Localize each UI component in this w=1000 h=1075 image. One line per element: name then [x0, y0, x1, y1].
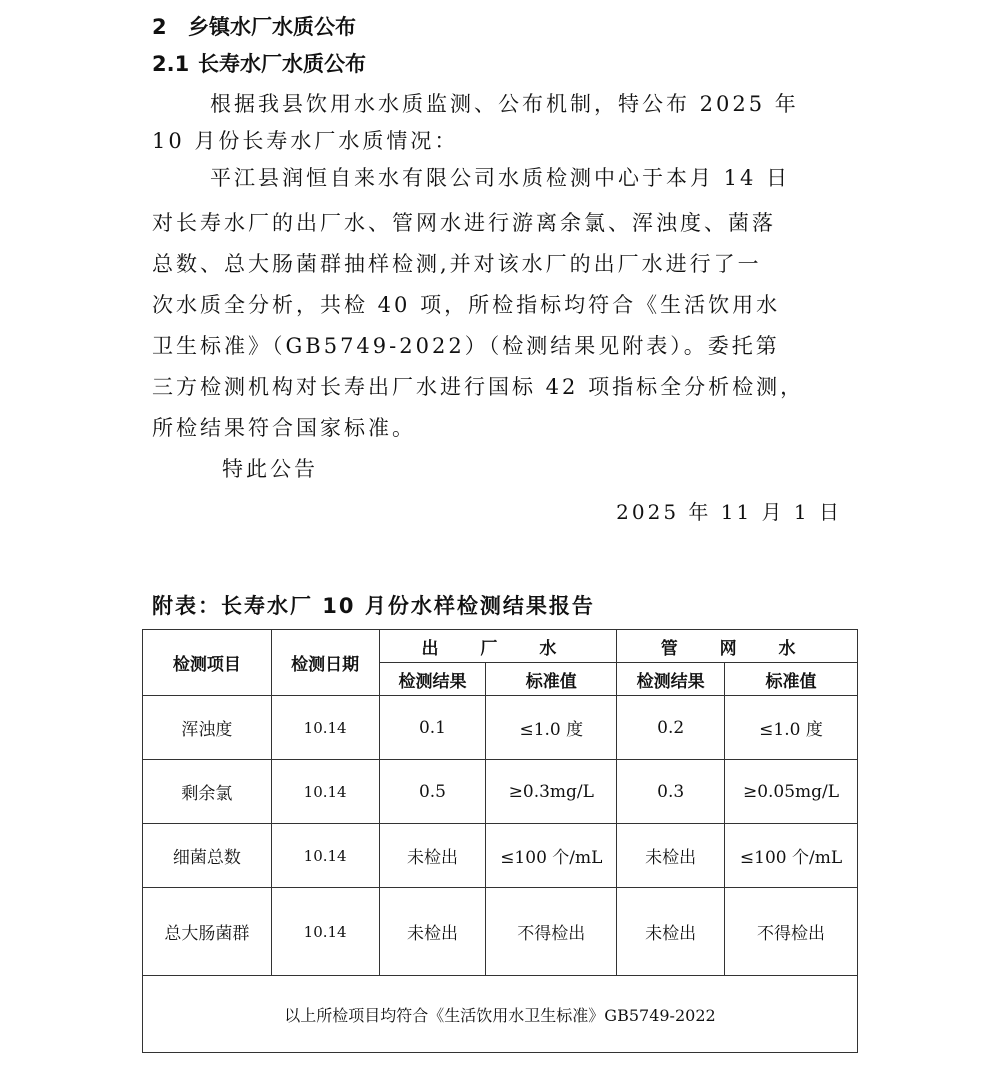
table-note: 以上所检项目均符合《生活饮用水卫生标准》GB5749-2022	[143, 976, 858, 1053]
section-heading	[152, 11, 356, 41]
section-title: 乡镇水厂水质公布	[188, 15, 356, 39]
cell-item: 总大肠菌群	[143, 888, 272, 976]
paragraph-line: 根据我县饮用水水质监测、公布机制，特公布 2025 年	[210, 92, 799, 116]
cell-outlet-standard: ≤1.0 度	[486, 696, 617, 760]
cell-outlet-result: 0.5	[379, 760, 486, 824]
cell-outlet-standard: ≤100 个/mL	[486, 824, 617, 888]
subsection-heading	[152, 48, 366, 78]
cell-item: 剩余氯	[143, 760, 272, 824]
cell-network-result: 未检出	[617, 888, 725, 976]
table-row	[143, 696, 858, 760]
header-result: 检测结果	[617, 663, 725, 696]
cell-network-standard: ≤100 个/mL	[725, 824, 858, 888]
header-standard: 标准值	[486, 663, 617, 696]
header-date: 检测日期	[271, 630, 379, 696]
subsection-number: 2.1	[152, 52, 190, 76]
cell-date: 10.14	[271, 824, 379, 888]
results-table	[142, 629, 858, 1053]
cell-outlet-standard: ≥0.3mg/L	[486, 760, 617, 824]
closing-text: 特此公告	[222, 457, 318, 481]
header-outlet-water: 出 厂 水	[379, 630, 617, 663]
cell-network-result: 0.2	[617, 696, 725, 760]
cell-outlet-result: 未检出	[379, 888, 486, 976]
header-standard: 标准值	[725, 663, 858, 696]
paragraph-line: 卫生标准》（GB5749-2022）（检测结果见附表）。委托第	[152, 334, 780, 358]
paragraph-line: 10 月份长寿水厂水质情况：	[152, 129, 459, 153]
paragraph-line: 对长寿水厂的出厂水、管网水进行游离余氯、浑浊度、菌落	[152, 211, 776, 235]
subsection-title: 长寿水厂水质公布	[198, 52, 366, 76]
section-number: 2	[152, 15, 167, 39]
table-row	[143, 824, 858, 888]
cell-network-standard: ≤1.0 度	[725, 696, 858, 760]
cell-outlet-result: 未检出	[379, 824, 486, 888]
cell-date: 10.14	[271, 696, 379, 760]
cell-network-result: 0.3	[617, 760, 725, 824]
paragraph-line: 总数、总大肠菌群抽样检测,并对该水厂的出厂水进行了一	[152, 252, 762, 276]
table-caption: 附表：长寿水厂 10 月份水样检测结果报告	[152, 594, 595, 618]
paragraph-line: 所检结果符合国家标准。	[152, 416, 416, 440]
paragraph-line: 三方检测机构对长寿出厂水进行国标 42 项指标全分析检测，	[152, 375, 805, 399]
header-network-water: 管 网 水	[617, 630, 858, 663]
cell-network-result: 未检出	[617, 824, 725, 888]
header-result: 检测结果	[379, 663, 486, 696]
cell-date: 10.14	[271, 888, 379, 976]
table-row	[143, 760, 858, 824]
paragraph-line: 次水质全分析，共检 40 项，所检指标均符合《生活饮用水	[152, 293, 781, 317]
cell-network-standard: ≥0.05mg/L	[725, 760, 858, 824]
cell-outlet-standard: 不得检出	[486, 888, 617, 976]
cell-date: 10.14	[271, 760, 379, 824]
cell-item: 细菌总数	[143, 824, 272, 888]
cell-network-standard: 不得检出	[725, 888, 858, 976]
cell-item: 浑浊度	[143, 696, 272, 760]
paragraph-line: 平江县润恒自来水有限公司水质检测中心于本月 14 日	[210, 166, 791, 190]
header-item: 检测项目	[143, 630, 272, 696]
announcement-date: 2025 年 11 月 1 日	[616, 500, 842, 524]
table-row	[143, 888, 858, 976]
cell-outlet-result: 0.1	[379, 696, 486, 760]
